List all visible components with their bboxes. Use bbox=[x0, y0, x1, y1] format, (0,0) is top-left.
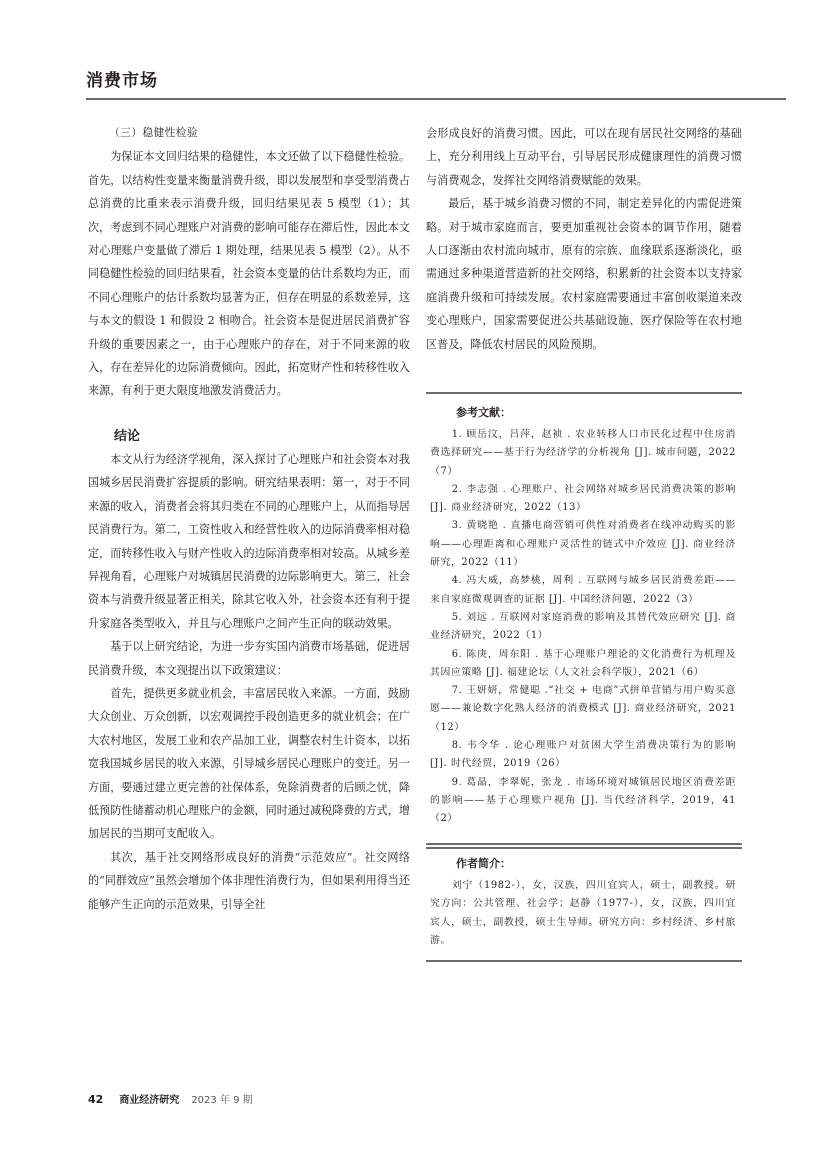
conclusion-heading: 结论 bbox=[114, 428, 141, 444]
body-paragraph: 最后，基于城乡消费习惯的不同，制定差异化的内需促进策略。对于城市家庭而言，要更加重视社会资本的调节作用，随着人口逐渐由农村流向城市，原有的宗族、血缘联系逐渐淡化，亟需通过多种渠道营造新的社交网络，积累新的社会资本以支持家庭消费升级和可持续发展。农村家庭需要通过丰富创收渠道来改变心理账户，国家需要促进公共基础设施、医疗保险等在农村地区普及，降低农村居民的风险预期。 bbox=[426, 197, 742, 351]
reference-item: 4. 冯大威，高梦桃，周利 . 互联网与城乡居民消费差距——来自家庭微观调查的证据 [J]. 中国经济问题，2022（3） bbox=[430, 575, 736, 605]
subheading-robustness: （三）稳健性检验 bbox=[109, 127, 198, 139]
references-heading: 参考文献： bbox=[456, 406, 511, 419]
reference-item: 1. 顾岳汶，吕萍，赵祯 . 农业转移人口市民化过程中住房消费选择研究——基于行为经济学的分析视角 [J]. 城市问题，2022（7） bbox=[430, 429, 736, 477]
reference-item: 5. 刘远 . 互联网对家庭消费的影响及其替代效应研究 [J]. 商业经济研究，2022（1） bbox=[430, 611, 736, 642]
body-paragraph: 首先，提供更多就业机会，丰富居民收入来源。一方面，鼓励大众创业、万众创新，以宏观调控手段创造更多的就业机会；在广大农村地区，发展工业和农产品加工业，调整农村生计资本，以拓宽我国城乡居民的收入来源，引导城乡居民心理账户的变迁。另一方面，要通过建立更完善的社保体系，免除消费者的后顾之忧，降低预防性储蓄动机心理账户的金额，同时通过减税降费的方式，增加居民的当期可支配收入。 bbox=[88, 686, 410, 841]
body-paragraph: 其次，基于社交网络形成良好的消费“示范效应”。社交网络的“同群效应”虽然会增加个体非理性消费行为，但如果利用得当还能够产生正向的示范效果，引导全社 bbox=[88, 850, 410, 911]
author-bottom-rule bbox=[426, 960, 742, 962]
body-paragraph: 本文从行为经济学视角，深入探讨了心理账户和社会资本对我国城乡居民消费扩容提质的影响。研究结果表明：第一，对于不同来源的收入，消费者会将其归类在不同的心理账户上，从而指导居民消费行为。第二，工资性收入和经营性收入的边际消费率相对稳定，而转移性收入与财产性收入的边际消费率相对较高。从城乡差异视角看，心理账户对城镇居民消费的边际影响更大。第三，社会资本与消费升级显著正相关，除其它收入外，社会资本还有利于提升家庭各类型收入，并且与心理账户之间产生正向的联动效果。 bbox=[88, 452, 410, 630]
reference-item: 6. 陈庚，周东阳 . 基于心理账户理论的文化消费行为机理及其因应策略 [J]. 福建论坛（人文社会科学版），2021（6） bbox=[430, 648, 736, 678]
references-box bbox=[426, 392, 742, 849]
right-column bbox=[426, 122, 742, 356]
running-header bbox=[86, 70, 786, 92]
left-column bbox=[88, 122, 410, 916]
issue-label: 2023 年 9 期 bbox=[191, 1095, 253, 1106]
author-top-rule bbox=[426, 843, 742, 845]
body-paragraph: 基于以上研究结论，为进一步夯实国内消费市场基础，促进居民消费升级，本文现提出以下政策建议： bbox=[88, 640, 410, 677]
reference-item: 8. 韦令华 . 论心理账户对贫困大学生消费决策行为的影响 [J]. 时代经贸，2019（26） bbox=[430, 740, 736, 770]
author-bio-heading: 作者简介： bbox=[456, 857, 511, 870]
references-list bbox=[426, 426, 742, 829]
body-paragraph-continuation: 会形成良好的消费习惯。因此，可以在现有居民社交网络的基础上，充分利用线上互动平台，引导居民形成健康理性的消费习惯与消费观念，发挥社交网络消费赋能的效果。 bbox=[426, 127, 742, 187]
page-footer bbox=[88, 1091, 253, 1106]
author-bio-text: 刘宁（1982-），女，汉族，四川宜宾人，硕士，副教授。研究方向：公共管理、社会学；赵静（1977-），女，汉族，四川宜宾人，硕士，副教授，硕士生导师。研究方向：乡村经济、乡村旅游。 bbox=[430, 880, 736, 946]
reference-item: 2. 李志强 . 心理账户、社会网络对城乡居民消费决策的影响 [J]. 商业经济研究，2022（13） bbox=[430, 483, 736, 514]
body-paragraph: 为保证本文回归结果的稳健性，本文还做了以下稳健性检验。首先，以结构性变量来衡量消费升级，即以发展型和享受型消费占总消费的比重来表示消费升级，回归结果见表 5 模型（1）；其次，考虑到不同心理账户对消费的影响可能存在滞后性，因此本文对心理账户变量做了滞后 1 期处理，结果见表 5 模型（2）。从不同稳健性检验的回归结果看，社会资本变量的估计系数均为正，而不同心理账户的估计系数均显著为正，但存在明显的系数差异，这与本文的假设 1 和假设 2 相吻合。社会资本是促进居民消费扩容升级的重要因素之一，由于心理账户的存在，对于不同来源的收入，存在差异化的边际消费倾向。因此，拓宽财产性和转移性收入来源，有利于更大限度地激发消费活力。 bbox=[88, 150, 410, 398]
reference-item: 7. 王妍妍，常健聪 .“社交 + 电商”式拼单营销与用户购买意愿——兼论数字化熟人经济的消费模式 [J]. 商业经济研究，2021（12） bbox=[430, 685, 736, 733]
author-bio-box bbox=[426, 843, 742, 962]
journal-name: 商业经济研究 bbox=[119, 1095, 180, 1106]
header-rule bbox=[86, 98, 786, 100]
references-top-rule bbox=[426, 392, 742, 394]
section-title: 消费市场 bbox=[86, 71, 158, 91]
page-number: 42 bbox=[88, 1093, 104, 1106]
reference-item: 9. 葛晶，李翠妮，张龙 . 市场环境对城镇居民地区消费差距的影响——基于心理账户视角 [J]. 当代经济科学，2019，41（2） bbox=[430, 776, 736, 825]
reference-item: 3. 黄晓艳 . 直播电商营销可供性对消费者在线冲动购买的影响——心理距离和心理账户灵活性的链式中介效应 [J]. 商业经济研究，2022（11） bbox=[430, 520, 736, 569]
